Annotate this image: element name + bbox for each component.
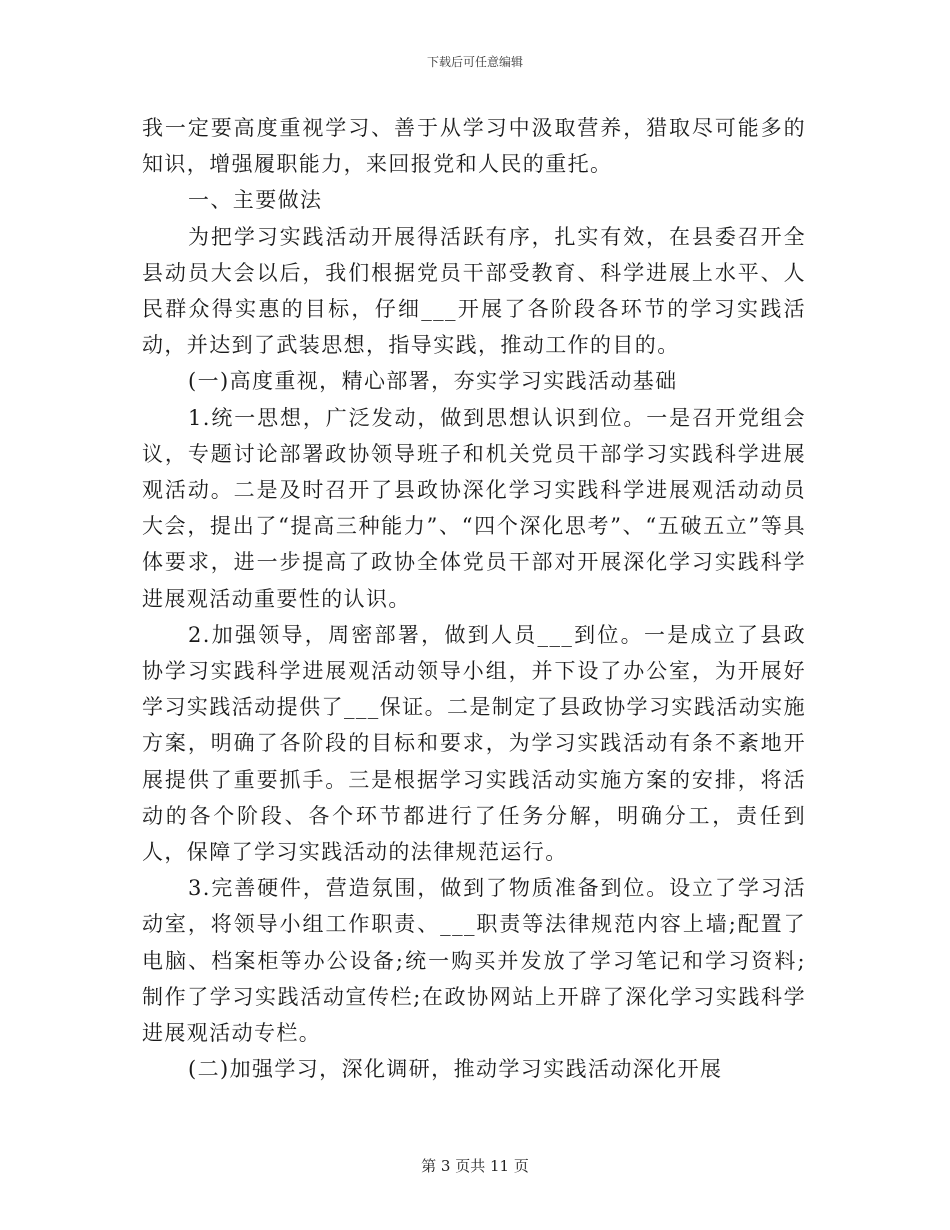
paragraph-item-2: 2.加强领导，周密部署，做到人员___到位。一是成立了县政协学习实践科学进展观活动领导小组，并下设了办公室，为开展好学习实践活动提供了___保证。二是制定了县政协学习实践活动实施方案，明确了各阶段的目标和要求，为学习实践活动有条不紊地开展提供了重要抓手。三是根据学习实践活动实施方案的安排，将活动的各个阶段、各个环节都进行了任务分解，明确分工，责任到人，保障了学习实践活动的法律规范运行。 (142, 622, 806, 865)
subsection-heading-2: (二)加强学习，深化调研，推动学习实践活动深化开展 (188, 1057, 723, 1082)
section-heading-main-practices: 一、主要做法 (188, 188, 323, 213)
paragraph-item-1: 1.统一思想，广泛发动，做到思想认识到位。一是召开党组会议，专题讨论部署政协领导班子和机关党员干部学习实践科学进展观活动。二是及时召开了县政协深化学习实践科学进展观活动动员大会，提出了“提高三种能力”、“四个深化思考”、“五破五立”等具体要求，进一步提高了政协全体党员干部对开展深化学习实践科学进展观活动重要性的认识。 (142, 405, 806, 611)
paragraph-overview: 为把学习实践活动开展得活跃有序，扎实有效，在县委召开全县动员大会以后，我们根据党员干部受教育、科学进展上水平、人民群众得实惠的目标，仔细___开展了各阶段各环节的学习实践活动，并达到了武装思想，指导实践，推动工作的目的。 (142, 224, 806, 358)
paragraph-item-3: 3.完善硬件，营造氛围，做到了物质准备到位。设立了学习活动室，将领导小组工作职责、___职责等法律规范内容上墙;配置了电脑、档案柜等办公设备;统一购买并发放了学习笔记和学习资料;制作了学习实践活动宣传栏;在政协网站上开辟了深化学习实践科学进展观活动专栏。 (142, 876, 806, 1046)
subsection-heading-1: (一)高度重视，精心部署，夯实学习实践活动基础 (188, 369, 678, 394)
document-body (142, 110, 806, 1087)
paragraph-intro-continuation: 我一定要高度重视学习、善于从学习中汲取营养，猎取尽可能多的知识，增强履职能力，来回报党和人民的重托。 (142, 116, 806, 177)
page-header: 下载后可任意编辑 (426, 55, 523, 69)
page-footer: 第 3 页共 11 页 (421, 1157, 529, 1175)
